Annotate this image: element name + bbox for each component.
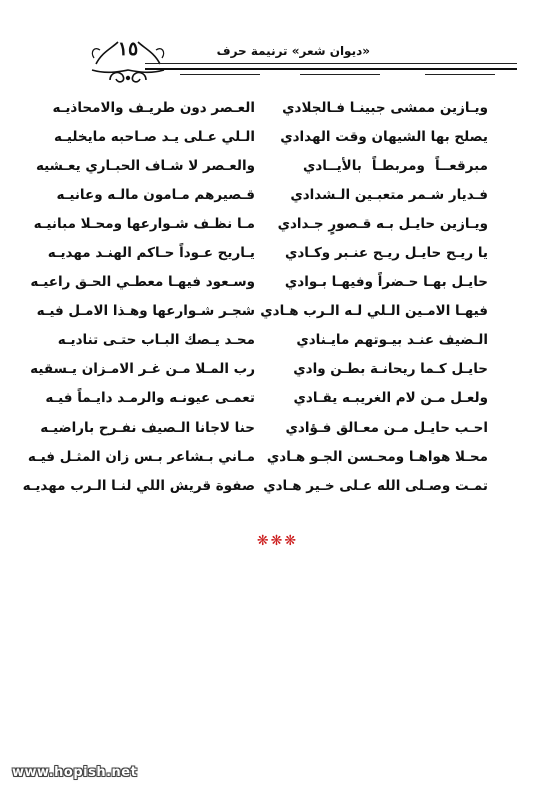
page-number: ١٥	[117, 38, 139, 60]
verse-second-hemistich: صفوة قريش اللي لنـا الـرب مهديـه	[22, 477, 255, 494]
verse-first-hemistich: فيهـا الامـين الـلي لـه الـرب هـادي	[260, 303, 488, 320]
verse-second-hemistich: رب المـلا مـن غـر الامـزان يـسقيه	[30, 361, 255, 378]
verse-first-hemistich: مبرقعــاً ومربطـاً بالأيــادي	[303, 157, 488, 174]
header-rule-mid	[145, 68, 517, 70]
verse-second-hemistich: مـا نظـف شـوارعها ومحـلا مبانيـه	[33, 215, 255, 232]
verse-second-hemistich: يـاريح عـوداً حـاكم الهنـد مهديـه	[47, 245, 255, 262]
verse-second-hemistich: حنا لاجانا الـصيف نفـرح باراضيـه	[40, 419, 255, 436]
verse-first-hemistich: فـديار شـمر متعبـين الـشدادي	[290, 186, 488, 203]
verse-second-hemistich: وسـعود فيهـا معطـي الحـق راعيـه	[30, 274, 255, 291]
verse-first-hemistich: محـلا هواهـا ومحـسن الجـو هـادي	[266, 448, 488, 465]
verse-first-hemistich: ويـازين ممشى جبينـا فـالجلادي	[282, 99, 488, 116]
verse-second-hemistich: العـصر دون طريـف والامحاذيـه	[52, 99, 255, 116]
section-separator: ❋❋❋	[256, 533, 299, 549]
verse-row	[57, 326, 488, 355]
verse-second-hemistich: مـاني بـشاعر بـس زان المثـل فيـه	[27, 448, 255, 465]
verse-first-hemistich: تمـت وصـلى الله عـلى خـير هـادي	[263, 477, 488, 494]
verse-first-hemistich: ويـازين حايـل بـه قـصورٍ جـدادي	[277, 215, 488, 232]
verse-second-hemistich: الـلي عـلى يـد صـاحبه مايخليـه	[54, 128, 255, 145]
verse-row	[27, 442, 488, 471]
verse-second-hemistich: تعمـى عيونـه والرمـد دايـماً فيـه	[45, 390, 255, 407]
verse-row	[47, 238, 488, 267]
verse-first-hemistich: حايـل كـما ريحانـة بطـن وادي	[293, 361, 488, 378]
verse-second-hemistich: محـد يـصك البـاب حتـى تناديـه	[57, 332, 255, 349]
site-watermark: www.hopish.net	[12, 765, 138, 780]
verse-row	[40, 413, 488, 442]
header-rule-segment-left	[180, 74, 260, 75]
verse-second-hemistich: شجـر شـوارعها وهـذا الامـل فيـه	[36, 303, 255, 320]
verse-row	[35, 151, 488, 180]
poem	[22, 93, 488, 500]
verse-row	[52, 93, 488, 122]
verse-first-hemistich: احـب حايـل مـن معـالق فـؤادي	[285, 419, 488, 436]
verse-first-hemistich: يا ريـح حايـل ريـح عنـبر وكـادي	[284, 245, 488, 262]
book-title: «ديوان شعر» ترنيمة حرف	[216, 44, 370, 58]
verse-row	[45, 384, 488, 413]
verse-second-hemistich: قـصيرهم مـامون مالـه وعانيـه	[56, 186, 255, 203]
verse-row	[30, 268, 488, 297]
verse-row	[30, 355, 488, 384]
header-rule-segment-center	[300, 74, 380, 75]
verse-row	[22, 471, 488, 500]
verse-first-hemistich: يصلح بها الشيهان وقت الهدادي	[280, 128, 488, 145]
verse-first-hemistich: الـضيف عنـد بيـوتهم مايـنادي	[296, 332, 488, 349]
verse-first-hemistich: ولعـل مـن لام الغريبـه يقـادي	[293, 390, 488, 407]
verse-row	[33, 209, 488, 238]
verse-row	[54, 122, 488, 151]
page-header	[0, 0, 555, 90]
verse-second-hemistich: والعـصر لا شـاف الحبـاري يعـشيه	[35, 157, 255, 174]
verse-first-hemistich: حايـل بهـا حـضراً وفيهـا بـوادي	[284, 274, 488, 291]
verse-row	[56, 180, 488, 209]
header-rule-segment-right	[425, 74, 495, 75]
header-rule-top	[145, 63, 517, 64]
verse-row	[36, 297, 488, 326]
